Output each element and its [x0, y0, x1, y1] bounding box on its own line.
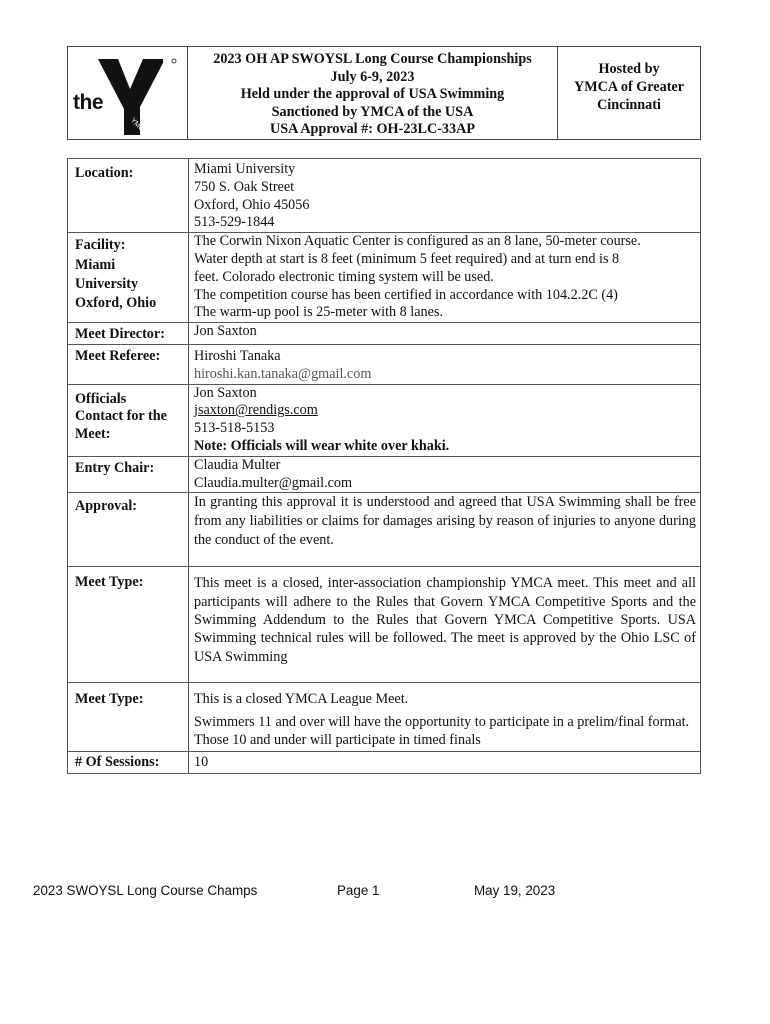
officials-name: Jon Saxton	[194, 384, 257, 401]
approval-text: In granting this approval it is understood and agreed that USA Swimming shall be free from any liabilities or claims for damages arising by reason of injuries to anyone during the conduct of the event.	[194, 494, 696, 548]
table-row	[68, 323, 701, 345]
ymca-logo	[68, 47, 188, 139]
label-text: Location:	[75, 165, 134, 181]
table-row	[68, 233, 701, 323]
facility-label	[68, 233, 189, 323]
label-text: Officials	[75, 390, 127, 407]
meet-approval-number: USA Approval #: OH-23LC-33AP	[269, 121, 476, 138]
label-text: Meet Director:	[75, 326, 165, 343]
label-text: Meet:	[75, 426, 111, 443]
meet-director-label	[68, 323, 189, 345]
facility-value	[189, 233, 701, 323]
table-row	[68, 683, 701, 751]
host-block	[558, 47, 700, 139]
table-row	[68, 384, 701, 456]
meet-dates: July 6-9, 2023	[330, 68, 415, 85]
facility-line: Water depth at start is 8 feet (minimum 5 feet required) and at turn end is 8	[194, 250, 620, 267]
table-row	[68, 751, 701, 773]
meet-approval-line: Held under the approval of USA Swimming	[240, 86, 505, 103]
sessions-label	[68, 751, 189, 773]
location-value	[189, 159, 701, 233]
meet-title: 2023 OH AP SWOYSL Long Course Championships	[213, 51, 532, 67]
label-text: # Of Sessions:	[75, 753, 160, 770]
location-label	[68, 159, 189, 233]
label-text: Approval:	[75, 498, 138, 515]
table-row	[68, 344, 701, 384]
meet-referee-email[interactable]: hiroshi.kan.tanaka@gmail.com	[194, 365, 372, 382]
location-line: Miami University	[194, 161, 296, 177]
label-text: Meet Type:	[75, 691, 144, 708]
footer-page-number: Page 1	[337, 883, 380, 898]
meet-type-line: This is a closed YMCA League Meet.	[194, 691, 409, 708]
officials-phone: 513-518-5153	[194, 420, 275, 437]
facility-line: The Corwin Nixon Aquatic Center is configured as an 8 lane, 50-meter course.	[194, 233, 641, 250]
officials-email-link[interactable]: jsaxton@rendigs.com	[194, 402, 318, 419]
meet-referee-value	[189, 344, 701, 384]
meet-title-block	[188, 47, 558, 139]
facility-line: The warm-up pool is 25-meter with 8 lanes.	[194, 304, 444, 321]
meet-info-table	[67, 158, 701, 774]
meet-referee-name: Hiroshi Tanaka	[194, 347, 281, 364]
label-text: Miami	[75, 256, 116, 273]
label-text: Entry Chair:	[75, 459, 155, 476]
footer-left: 2023 SWOYSL Long Course Champs	[33, 883, 258, 898]
approval-label	[68, 493, 189, 567]
approval-value	[189, 493, 701, 567]
entry-chair-value	[189, 456, 701, 493]
label-text: Facility:	[75, 237, 126, 254]
meet-type-text: This meet is a closed, inter-association championship YMCA meet. This meet and all participants will adhere to the Rules that Govern YMCA Competitive Sports and the Swimming Addendum to the Rules that Govern YMCA Competitive Sports. USA Swimming technical rules will be followed. The meet is approved by the Ohio LSC of USA Swimming	[194, 575, 696, 665]
location-line: Oxford, Ohio 45056	[194, 196, 310, 213]
meet-type-value	[189, 567, 701, 683]
label-text: University	[75, 276, 139, 292]
facility-line: The competition course has been certified in accordance with 104.2.2C (4)	[194, 286, 618, 303]
entry-chair-label	[68, 456, 189, 493]
location-line: 513-529-1844	[194, 214, 275, 231]
facility-line: feet. Colorado electronic timing system will be used.	[194, 268, 494, 285]
logo-the-text: the	[73, 91, 103, 114]
label-text: Oxford, Ohio	[75, 295, 157, 312]
meet-referee-label	[68, 344, 189, 384]
meet-type-label	[68, 683, 189, 751]
meet-director-value	[189, 323, 701, 345]
meet-type-label	[68, 567, 189, 683]
meet-director-name: Jon Saxton	[194, 323, 257, 340]
officials-value	[189, 384, 701, 456]
table-row	[68, 493, 701, 567]
meet-type-format-text: Swimmers 11 and over will have the opportunity to participate in a prelim/final format. Those 10 and under will participate in timed finals	[194, 714, 690, 748]
sessions-value	[189, 751, 701, 773]
table-row	[68, 159, 701, 233]
entry-chair-email[interactable]: Claudia.multer@gmail.com	[194, 474, 353, 491]
footer-date: May 19, 2023	[474, 883, 556, 898]
table-row	[68, 456, 701, 493]
meet-type-value	[189, 683, 701, 751]
location-line: 750 S. Oak Street	[194, 178, 295, 195]
meet-sanction-line: Sanctioned by YMCA of the USA	[271, 103, 474, 120]
label-text: Meet Referee:	[75, 347, 161, 364]
logo-ymca-text: YMCA	[129, 117, 149, 137]
host-line: YMCA of Greater	[573, 79, 685, 95]
officials-label	[68, 384, 189, 456]
sessions-count: 10	[194, 753, 209, 770]
table-row	[68, 567, 701, 683]
host-line: Cincinnati	[597, 97, 661, 113]
host-line: Hosted by	[598, 61, 660, 77]
label-text: Contact for the	[75, 408, 167, 425]
officials-note: Note: Officials will wear white over khaki.	[194, 437, 450, 454]
label-text: Meet Type:	[75, 574, 144, 591]
header-box	[67, 46, 701, 140]
entry-chair-name: Claudia Multer	[194, 456, 281, 473]
